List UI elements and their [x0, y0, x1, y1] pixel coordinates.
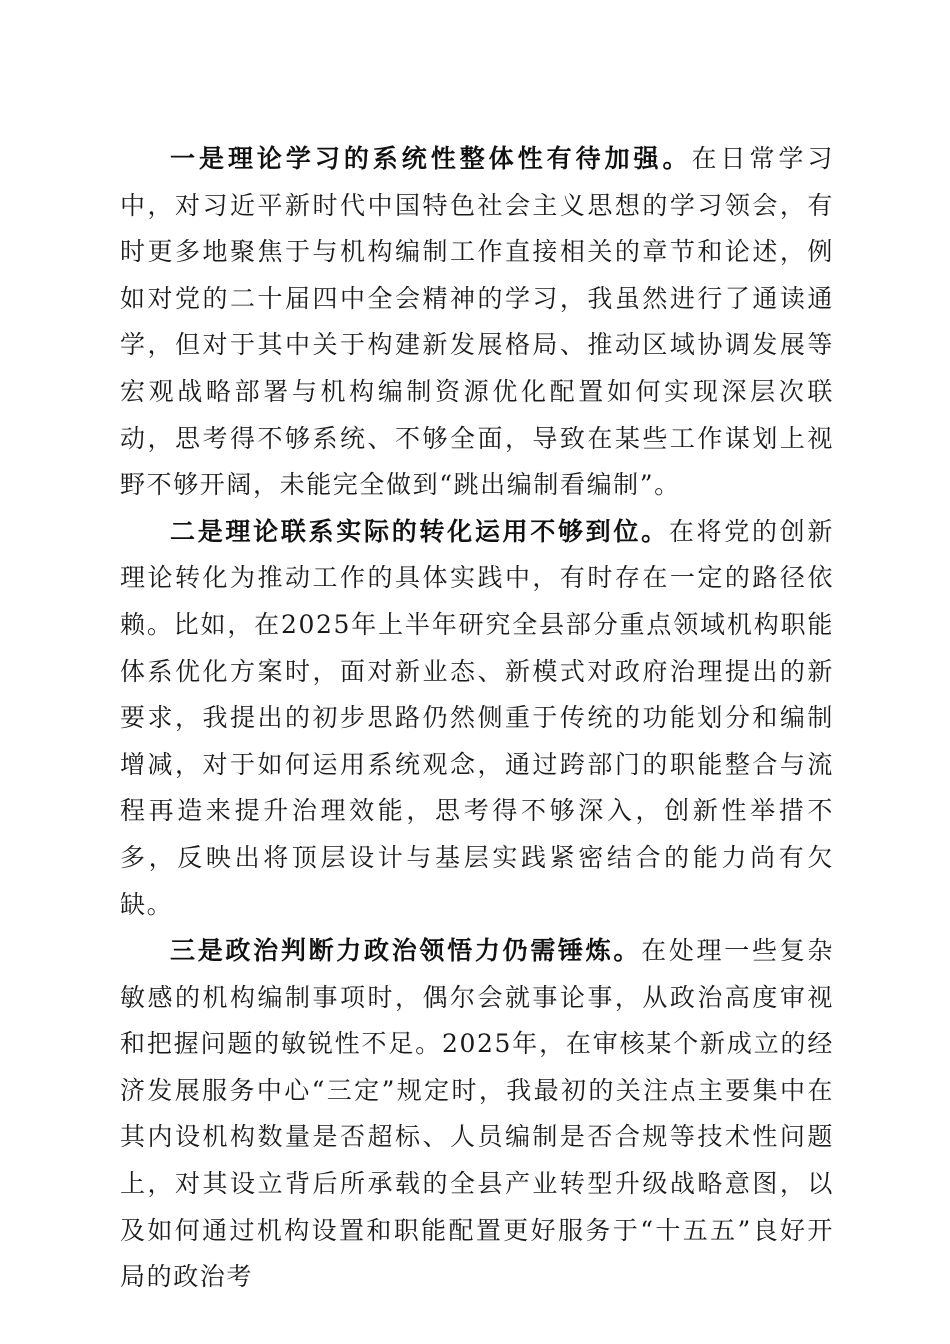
paragraph-lead: 一是理论学习的系统性整体性有待加强。 [170, 144, 692, 173]
paragraph-text: 在将党的创新理论转化为推动工作的具体实践中，有时存在一定的路径依赖。比如，在2025年上半年研究全县部分重点领域机构职能体系优化方案时，面对新业态、新模式对政府治理提出的新要求，我提出的初步思路仍然侧重于传统的功能划分和编制增减，对于如何运用系统观念，通过跨部门的职能整合与流程再造来提升治理效能，思考得不够深入，创新性举措不多，反映出将顶层设计与基层实践紧密结合的能力尚有欠缺。 [120, 516, 834, 919]
document-body [120, 136, 834, 1301]
paragraph-political-judgment [120, 928, 834, 1301]
paragraph-lead: 三是政治判断力政治领悟力仍需锤炼。 [170, 936, 642, 966]
paragraph-text: 在日常学习中，对习近平新时代中国特色社会主义思想的学习领会，有时更多地聚焦于与机构编制工作直接相关的章节和论述，例如对党的二十届四中全会精神的学习，我虽然进行了通读通学，但对于其中关于构建新发展格局、推动区域协调发展等宏观战略部署与机构编制资源优化配置如何实现深层次联动，思考得不够系统、不够全面，导致在某些工作谋划上视野不够开阔，未能完全做到“跳出编制看编制”。 [120, 144, 834, 500]
paragraph-text: 在处理一些复杂敏感的机构编制事项时，偶尔会就事论事，从政治高度审视和把握问题的敏锐性不足。2025年，在审核某个新成立的经济发展服务中心“三定”规定时，我最初的关注点主要集中在其内设机构数量是否超标、人员编制是否合规等技术性问题上，对其设立背后所承载的全县产业转型升级战略意图，以及如何通过机构设置和职能配置更好服务于“十五五”良好开局的政治考 [120, 936, 835, 1292]
paragraph-lead: 二是理论联系实际的转化运用不够到位。 [170, 516, 669, 546]
paragraph-theory-study [120, 136, 834, 509]
paragraph-theory-practice [120, 509, 834, 928]
